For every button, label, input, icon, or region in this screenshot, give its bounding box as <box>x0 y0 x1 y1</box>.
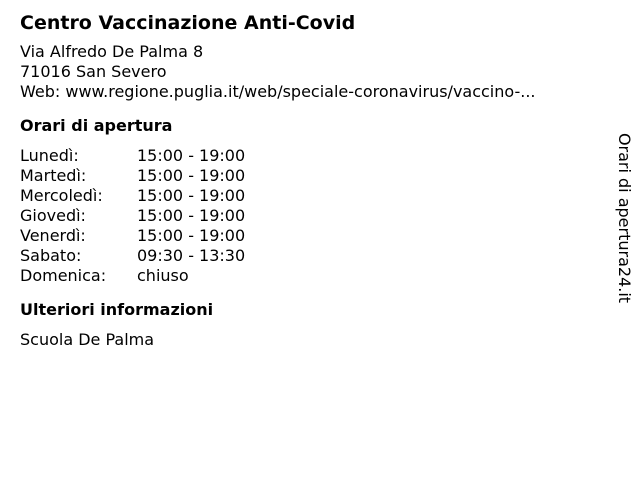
opening-hours-table <box>20 146 600 286</box>
more-info-heading: Ulteriori informazioni <box>20 300 214 319</box>
hours-day-label: Martedì: <box>20 166 87 185</box>
hours-time-value: 15:00 - 19:00 <box>137 226 246 245</box>
hours-row-sunday <box>20 266 600 286</box>
street-address: Via Alfredo De Palma 8 <box>20 42 204 61</box>
hours-row-tuesday <box>20 166 600 186</box>
site-brand-vertical: Orari di apertura24.it <box>615 132 634 304</box>
page-content <box>20 10 600 350</box>
city-address: 71016 San Severo <box>20 62 167 81</box>
hours-time-value: 15:00 - 19:00 <box>137 146 246 165</box>
opening-hours-heading: Orari di apertura <box>20 116 173 135</box>
hours-time-value: 15:00 - 19:00 <box>137 166 246 185</box>
hours-day-label: Venerdì: <box>20 226 86 245</box>
hours-day-label: Mercoledì: <box>20 186 103 205</box>
hours-day-label: Giovedì: <box>20 206 86 225</box>
page-title: Centro Vaccinazione Anti-Covid <box>20 12 356 34</box>
hours-row-wednesday <box>20 186 600 206</box>
hours-time-value: 15:00 - 19:00 <box>137 186 246 205</box>
hours-time-value: 15:00 - 19:00 <box>137 206 246 225</box>
more-info-text: Scuola De Palma <box>20 330 155 349</box>
hours-time-value: chiuso <box>137 266 189 285</box>
hours-time-value: 09:30 - 13:30 <box>137 246 246 265</box>
hours-row-saturday <box>20 246 600 266</box>
address-block <box>20 42 600 102</box>
hours-row-thursday <box>20 206 600 226</box>
hours-day-label: Sabato: <box>20 246 82 265</box>
hours-row-monday <box>20 146 600 166</box>
hours-day-label: Domenica: <box>20 266 107 285</box>
hours-row-friday <box>20 226 600 246</box>
hours-day-label: Lunedì: <box>20 146 79 165</box>
website-line: Web: www.regione.puglia.it/web/speciale-coronavirus/vaccino-... <box>20 82 536 101</box>
